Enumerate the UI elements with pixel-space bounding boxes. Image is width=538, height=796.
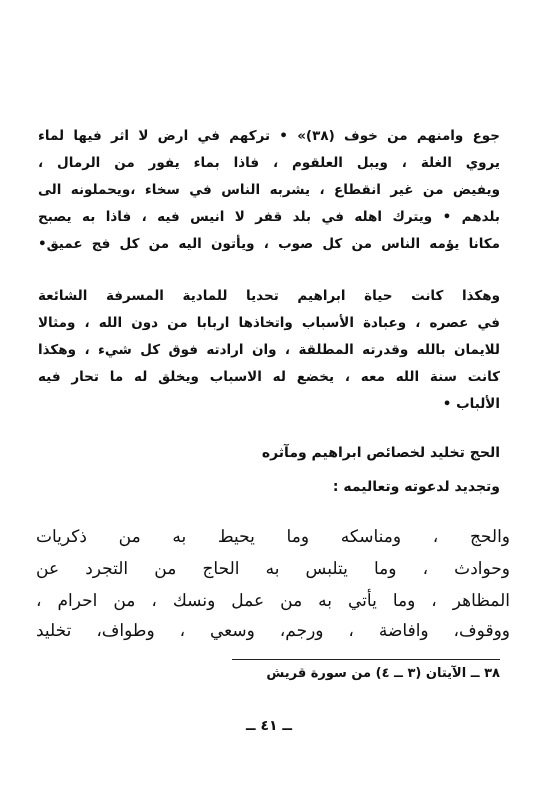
page-number: ــ ٤١ ــ [246,718,292,734]
paragraph-2-line-1: وهكذا كانت حياة ابراهيم تحديا للمادية المسرفة الشائعة [38,288,500,304]
paragraph-1-line-5: مكانا يؤمه الناس من كل صوب ، ويأتون اليه من كل فج عميق• [38,236,500,252]
paragraph-3-line-3: المظاهر ، وما يأتي به من عمل ونسك ، من احرام ، [36,591,510,611]
paragraph-1-line-1: جوع وامنهم من خوف (٣٨)» • تركهم في ارض لا اثر فيها لماء [38,128,500,144]
paragraph-2-line-4: كانت سنة الله معه ، يخضع له الاسباب ويخلق له ما تحار فيه [38,369,500,385]
section-heading-line-1: الحج تخليد لخصائص ابراهيم ومآثره [261,445,500,461]
footnote-divider [232,659,500,660]
paragraph-1-line-3: ويفيض من غير انقطاع ، يشربه الناس في سخاء ،ويحملونه الى [38,182,500,198]
section-heading-line-2: وتجديد لدعوته وتعاليمه : [332,479,500,495]
paragraph-2-line-2: في عصره ، وعبادة الأسباب واتخاذها اربابا من دون الله ، ومثالا [38,315,500,331]
paragraph-1-line-2: يروي الغلة ، ويبل العلقوم ، فاذا بماء يفور من الرمال ، [38,155,500,171]
paragraph-3-line-1: والحج ، ومناسكه وما يحيط به من ذكريات [36,527,510,547]
paragraph-3-line-4: ووقوف، وافاضة ، ورجم، وسعي ، وطواف، تخليد [36,621,510,641]
footnote: ٣٨ ــ الآيتان (٣ ــ ٤) من سورة قريش [266,666,500,681]
paragraph-2-line-3: للايمان بالله وقدرته المطلقة ، وان ارادته فوق كل شيء ، وهكذا [38,342,500,358]
paragraph-2-line-5: الألباب • [442,396,500,412]
paragraph-3-line-2: وحوادث ، وما يتلبس به الحاج من التجرد عن [36,559,510,579]
paragraph-1-line-4: بلدهم • ويترك اهله في بلد قفر لا انيس فيه ، فاذا به يصبح [38,209,500,225]
